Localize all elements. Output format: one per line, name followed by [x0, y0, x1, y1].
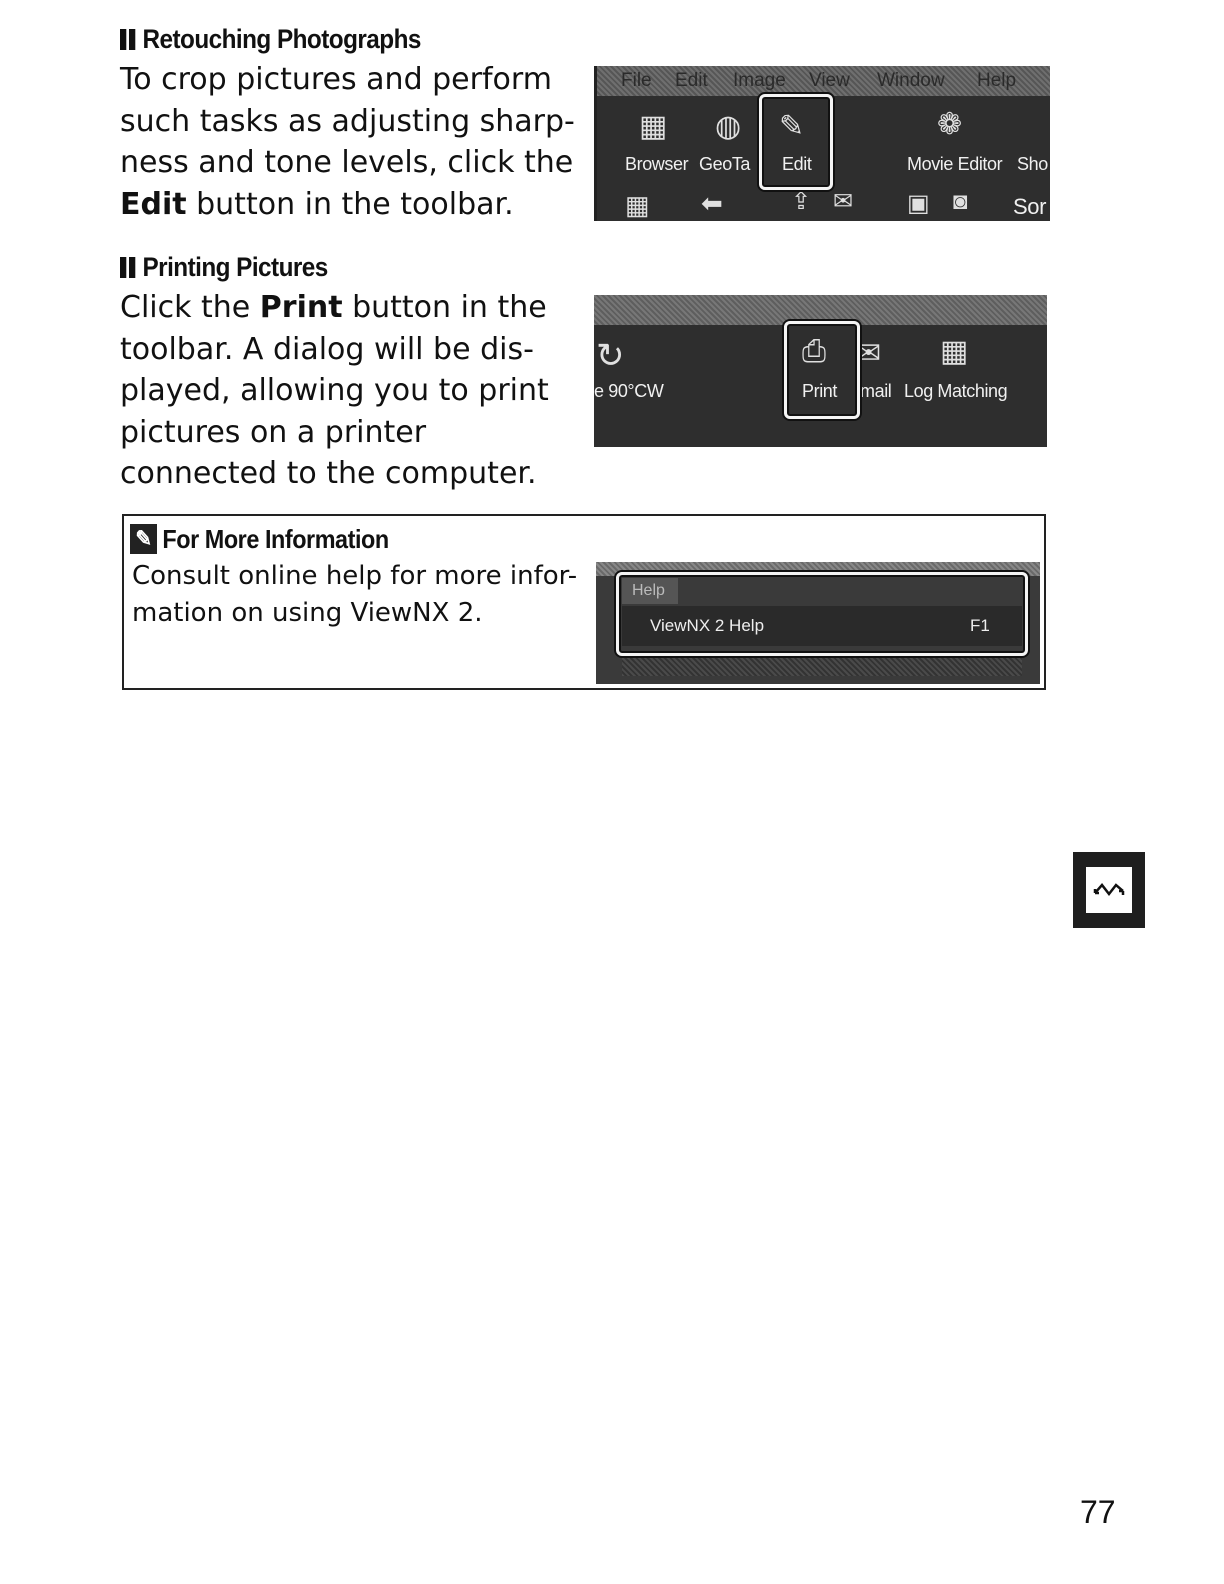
print-highlight-frame — [784, 321, 860, 419]
geotag-globe-icon[interactable]: ◍ — [715, 110, 742, 143]
connection-icon — [1092, 879, 1126, 901]
section-marker-icon — [120, 257, 135, 278]
pencil-note-icon: ✎ — [130, 524, 157, 554]
menu-bar: File Edit Image View Window Help — [597, 66, 1050, 96]
info-text: Consult online help for more infor-mation on using ViewNX 2. — [132, 561, 578, 628]
section-marker-icon — [120, 29, 135, 50]
edit-button[interactable]: Edit — [782, 154, 812, 174]
page-number: 77 — [1080, 1494, 1116, 1530]
rotate-cw-icon[interactable]: ↻ — [596, 337, 625, 375]
upload-icon[interactable]: ⇪ — [791, 188, 812, 215]
log-matching-button[interactable]: Log Matching — [904, 381, 1008, 401]
sort-label: Sor — [1013, 194, 1047, 219]
retouching-heading: Retouching Photographs — [120, 24, 421, 54]
browser-icon[interactable]: ▦ — [639, 110, 668, 143]
help-menu-title[interactable]: Help — [622, 578, 678, 604]
log-matching-icon[interactable]: ▦ — [940, 335, 969, 368]
email-button[interactable]: mail — [860, 381, 892, 401]
camera-icon[interactable]: ◙ — [953, 188, 968, 215]
movie-editor-icon[interactable]: ❁ — [937, 108, 963, 141]
browser-button[interactable]: Browser — [625, 154, 689, 174]
printing-text: Click the Print button in the toolbar. A dialog will be dis-played, allowing you to print pictures on a printer connected to the computer. — [120, 290, 549, 491]
edit-highlight-frame — [759, 94, 833, 190]
shortcut-label: F1 — [970, 616, 990, 635]
print-toolbar-screenshot — [594, 295, 1047, 447]
label-icon[interactable]: ✉ — [833, 188, 854, 215]
help-highlight-frame — [616, 572, 1028, 656]
geotag-button[interactable]: GeoTa — [699, 154, 751, 174]
edit-term: Edit — [120, 186, 187, 222]
slideshow-button[interactable]: Sho — [1017, 154, 1048, 174]
printing-heading: Printing Pictures — [120, 252, 328, 282]
rotate-cw-button[interactable]: e 90°CW — [594, 381, 664, 401]
edit-icon[interactable]: ✎ — [779, 110, 805, 143]
grid-view-icon[interactable]: ▦ — [625, 190, 650, 220]
viewnx-help-label: ViewNX 2 Help — [650, 616, 765, 635]
help-menu-screenshot — [596, 562, 1040, 684]
chapter-tab — [1073, 852, 1145, 928]
back-arrow-icon[interactable]: ⬅ — [701, 188, 723, 218]
compare-icon[interactable]: ▣ — [907, 190, 930, 217]
print-button[interactable]: Print — [802, 381, 838, 401]
info-heading: ✎ For More Information — [130, 523, 389, 555]
print-term: Print — [259, 290, 343, 325]
edit-toolbar-screenshot — [594, 66, 1050, 221]
movie-editor-button[interactable]: Movie Editor — [907, 154, 1003, 174]
printer-icon[interactable]: ⎙ — [802, 335, 826, 368]
email-icon[interactable]: ✉ — [856, 337, 882, 370]
retouching-text: To crop pictures and perform such tasks as adjusting sharp-ness and tone levels, click the Edit button in the toolbar. — [120, 62, 575, 222]
